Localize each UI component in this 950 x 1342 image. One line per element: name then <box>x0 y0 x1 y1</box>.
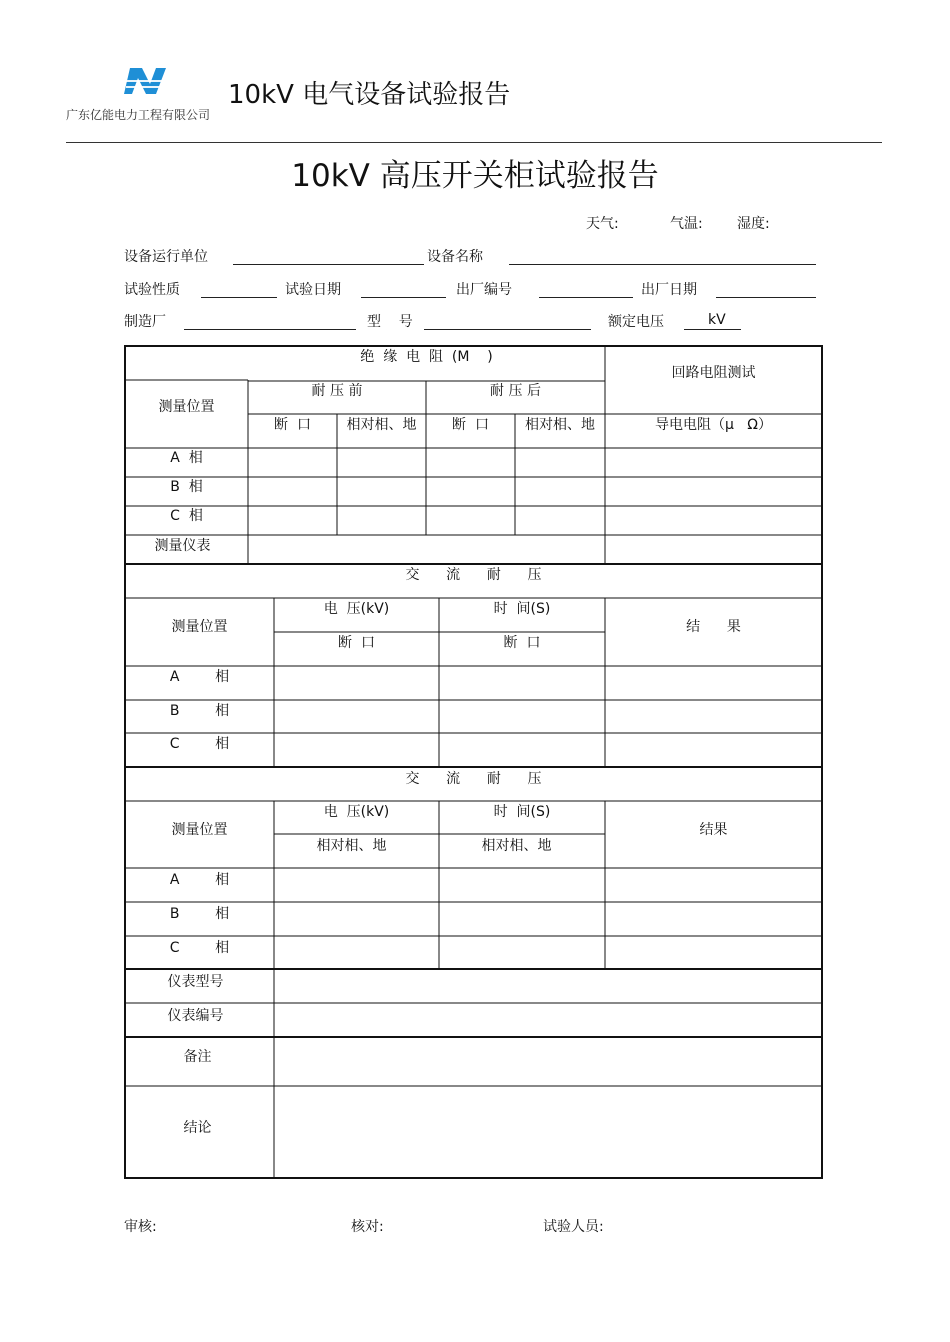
reviewer-label: 审核: <box>124 1219 157 1235</box>
conclusion-label: 结论 <box>183 1120 212 1136</box>
ac1-phase-b: B 相 <box>169 703 230 719</box>
operating-unit-label: 设备运行单位 <box>124 249 208 265</box>
company-name: 广东亿能电力工程有限公司 <box>66 108 211 122</box>
ac1-position-header: 测量位置 <box>171 619 228 635</box>
ac1-voltage-sub: 断 口 <box>338 635 375 651</box>
meter-model-label: 仪表型号 <box>167 974 224 990</box>
before-break-header: 断 口 <box>274 417 311 433</box>
instrument-label: 测量仪表 <box>154 537 211 554</box>
test-date-label: 试验日期 <box>285 282 341 298</box>
equipment-name-field[interactable] <box>509 264 816 265</box>
ac2-result-header: 结果 <box>699 821 728 838</box>
operating-unit-field[interactable] <box>233 264 424 265</box>
equipment-name-label: 设备名称 <box>427 249 483 265</box>
conductive-resistance-header: 导电电阻（μ Ω） <box>655 417 772 433</box>
temperature-label: 气温: <box>670 216 703 232</box>
header-divider <box>66 142 882 143</box>
insulation-title: 绝 缘 电 阻 (M ) <box>360 349 493 365</box>
remark-label: 备注 <box>183 1049 212 1065</box>
ac1-phase-c: C 相 <box>169 736 230 752</box>
after-withstand-header: 耐 压 后 <box>490 383 541 399</box>
weather-label: 天气: <box>586 216 619 232</box>
loop-resistance-title: 回路电阻测试 <box>671 365 756 381</box>
test-nature-field[interactable] <box>201 297 277 298</box>
after-break-header: 断 口 <box>452 417 489 433</box>
tester-label: 试验人员: <box>543 1219 604 1235</box>
ac-withstand-title-1: 交 流 耐 压 <box>405 567 542 583</box>
before-phase-ground-header: 相对相、地 <box>346 417 417 433</box>
rated-voltage-label: 额定电压 <box>608 314 664 330</box>
manufacturer-field[interactable] <box>184 329 356 330</box>
ac2-position-header: 测量位置 <box>171 821 228 838</box>
ac1-voltage-header: 电 压(kV) <box>323 601 390 617</box>
company-logo <box>122 66 170 96</box>
checker-label: 核对: <box>351 1219 384 1235</box>
test-nature-label: 试验性质 <box>124 282 180 298</box>
ac2-phase-c: C 相 <box>169 940 230 956</box>
test-date-field[interactable] <box>361 297 446 298</box>
serial-number-field[interactable] <box>539 297 633 298</box>
ac-withstand-title-2: 交 流 耐 压 <box>405 771 542 787</box>
before-withstand-header: 耐 压 前 <box>311 383 363 399</box>
insulation-position-header: 测量位置 <box>158 399 215 415</box>
ac1-time-sub: 断 口 <box>503 635 541 651</box>
meter-number-label: 仪表编号 <box>167 1008 224 1024</box>
model-field[interactable] <box>424 329 591 330</box>
ac1-phase-a: A 相 <box>169 669 230 685</box>
insulation-phase-a: A 相 <box>170 449 203 466</box>
rated-voltage-field[interactable] <box>684 329 741 330</box>
humidity-label: 湿度: <box>737 216 770 232</box>
ac2-phase-b: B 相 <box>169 906 230 922</box>
rated-voltage-unit: kV <box>708 312 726 328</box>
insulation-phase-b: B 相 <box>170 478 203 495</box>
ac1-time-header: 时 间(S) <box>493 601 551 617</box>
ac2-voltage-header: 电 压(kV) <box>323 804 390 820</box>
serial-number-label: 出厂编号 <box>456 282 512 298</box>
model-label: 型 号 <box>367 314 413 330</box>
ac2-phase-a: A 相 <box>169 872 230 888</box>
after-phase-ground-header: 相对相、地 <box>525 417 595 433</box>
manufacturer-label: 制造厂 <box>124 314 166 330</box>
factory-date-label: 出厂日期 <box>641 282 697 298</box>
ac1-result-header: 结 果 <box>686 619 741 635</box>
ac2-voltage-sub: 相对相、地 <box>316 838 387 854</box>
ac2-time-sub: 相对相、地 <box>481 838 552 854</box>
header-title: 10kV 电气设备试验报告 <box>228 80 511 110</box>
ac2-time-header: 时 间(S) <box>493 804 551 820</box>
insulation-phase-c: C 相 <box>170 507 203 524</box>
factory-date-field[interactable] <box>716 297 816 298</box>
report-title: 10kV 高压开关柜试验报告 <box>291 158 659 194</box>
